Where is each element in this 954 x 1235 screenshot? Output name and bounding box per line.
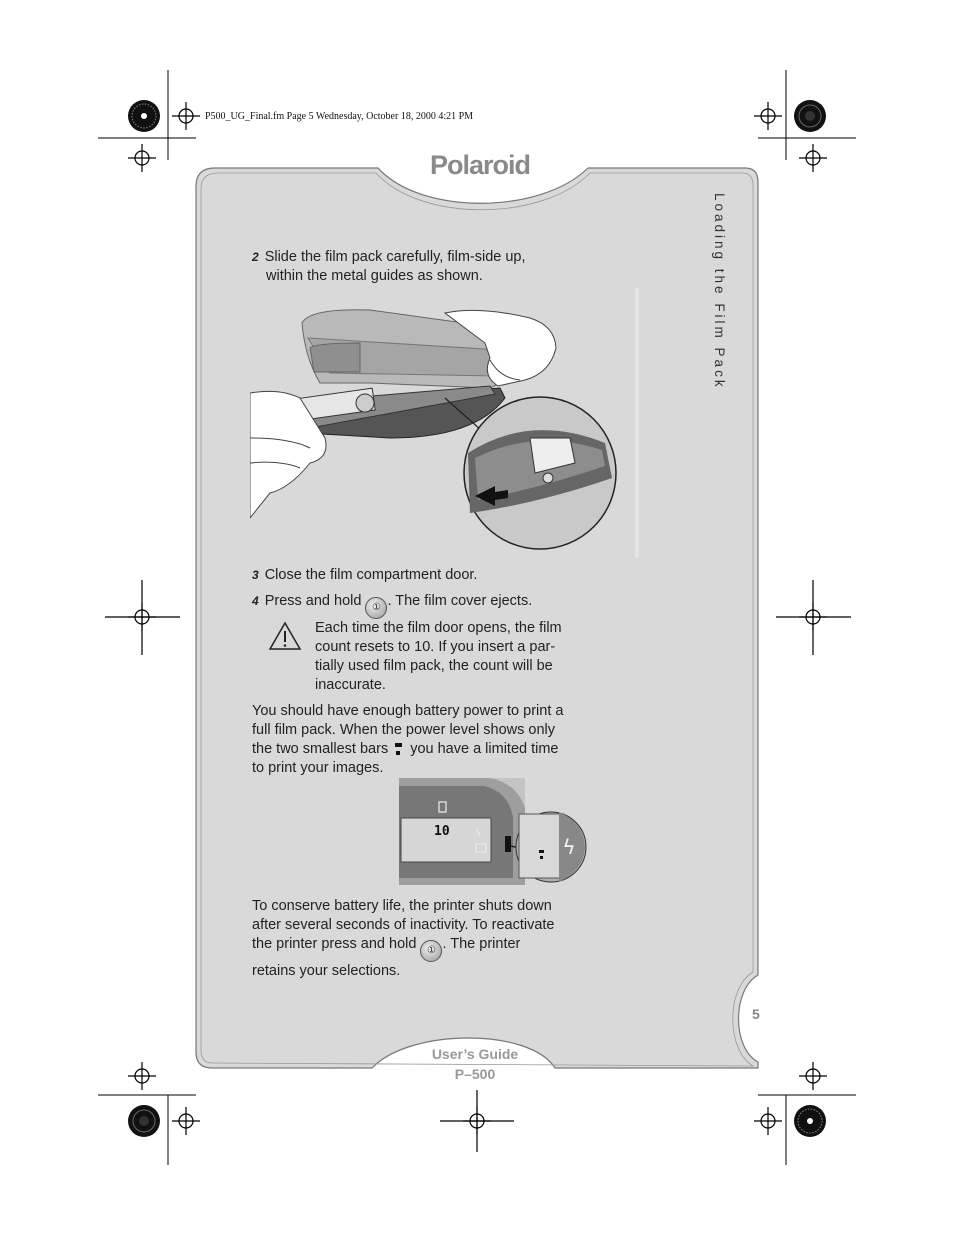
step-4-text-before: Press and hold [264, 593, 362, 609]
print-header: P500_UG_Final.fm Page 5 Wednesday, October 18, 2000 4:21 PM [205, 111, 474, 122]
footer [380, 1044, 570, 1084]
footer-model: P–500 [454, 1066, 496, 1082]
warning-line-3: tially used film pack, the count will be [315, 658, 553, 674]
footer-guide-title: User’s Guide [431, 1046, 519, 1062]
battery-line-4: to print your images. [252, 760, 384, 776]
section-title: Loading the Film Pack [712, 193, 727, 390]
conserve-line-3-before: the printer press and hold [252, 936, 417, 952]
battery-line-1: You should have enough battery power to print a [252, 703, 564, 719]
step-2-text-line2: within the metal guides as shown. [266, 268, 483, 284]
step-2-number: 2 [252, 250, 259, 264]
step-3-number: 3 [252, 568, 259, 582]
battery-bars-icon [394, 740, 404, 758]
conserve-line-3-after: . The printer [442, 936, 521, 952]
conserve-line-1: To conserve battery life, the printer shuts down [252, 898, 552, 914]
step-4-number: 4 [252, 594, 259, 608]
battery-line-2: full film pack. When the power level shows only [252, 722, 556, 738]
power-button-icon: ① [420, 940, 442, 962]
step-3 [252, 566, 477, 585]
warning-line-4: inaccurate. [315, 677, 386, 693]
svg-text:ϟ: ϟ [562, 835, 576, 859]
conserve-line-4: retains your selections. [252, 963, 401, 979]
warning-note [315, 619, 562, 695]
warning-line-2: count resets to 10. If you insert a par- [315, 639, 556, 655]
step-4-text-after: . The film cover ejects. [387, 593, 533, 609]
svg-text:ϟ: ϟ [475, 828, 482, 839]
power-button-icon: ① [365, 597, 387, 619]
brand-logo: Polaroid [429, 150, 530, 180]
battery-line-3-after: you have a limited time [410, 741, 559, 757]
step-2-text-line1: Slide the film pack carefully, film-side up, [264, 249, 526, 265]
battery-line-3-before: the two smallest bars [252, 741, 389, 757]
warning-triangle-icon [268, 621, 302, 651]
warning-line-1: Each time the film door opens, the film [315, 620, 562, 636]
conserve-paragraph [252, 897, 555, 981]
step-3-text: Close the film compartment door. [264, 567, 478, 583]
lcd-display-illustration [399, 778, 589, 886]
step-4 [252, 592, 532, 619]
lcd-film-count: 10 [434, 824, 450, 839]
step-2 [252, 248, 526, 286]
conserve-line-2: after several seconds of inactivity. To reactivate [252, 917, 555, 933]
film-loading-illustration [250, 288, 640, 558]
battery-paragraph [252, 702, 563, 778]
page-number: 5 [752, 1006, 760, 1022]
